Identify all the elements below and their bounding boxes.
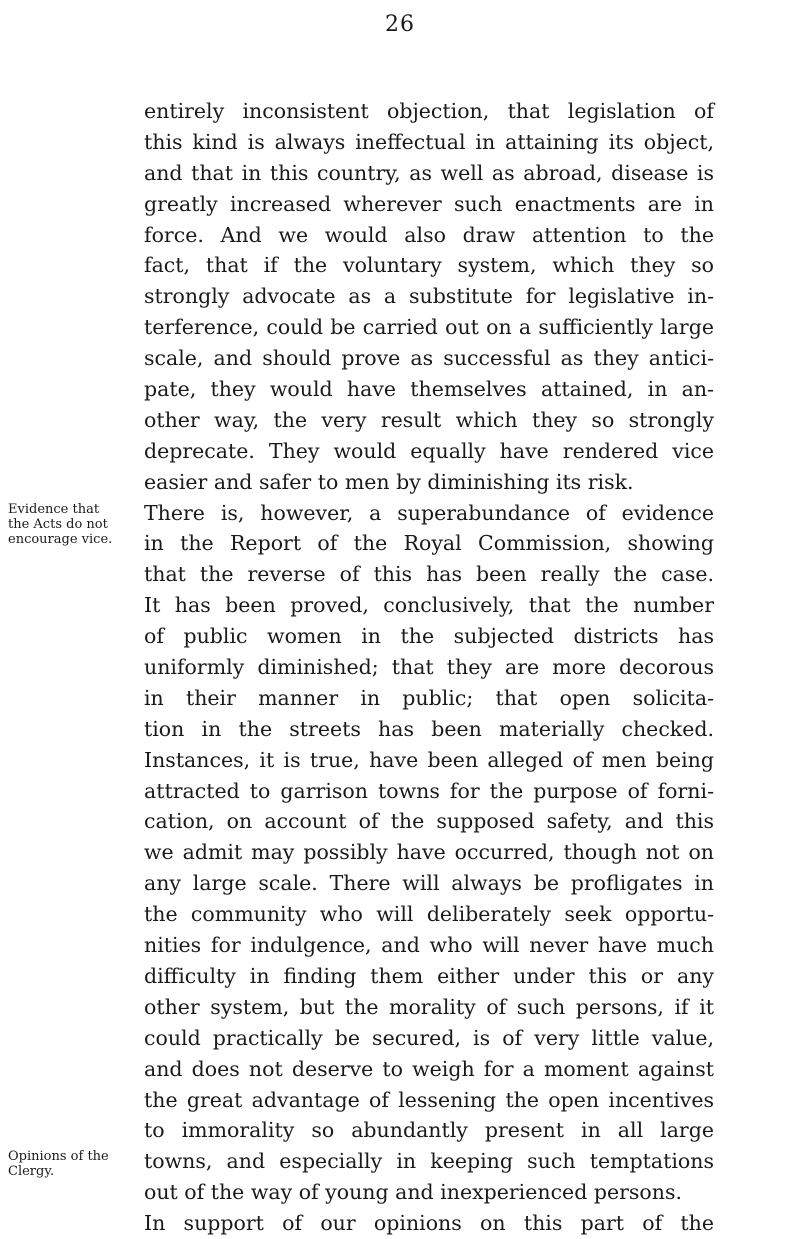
text-line: we admit may possibly have occurred, though not on xyxy=(144,840,714,865)
margin-note-line: the Acts do not xyxy=(8,517,108,532)
text-line: nities for indulgence, and who will never have much xyxy=(144,933,714,958)
text-line: cation, on account of the supposed safety, and this xyxy=(144,809,714,834)
margin-note-clergy xyxy=(8,1149,128,1179)
text-line: easier and safer to men by diminishing its risk. xyxy=(144,469,634,494)
text-line: deprecate. They would equally have rendered vice xyxy=(144,438,714,463)
text-line: pate, they would have themselves attained, in an- xyxy=(144,377,714,402)
text-line: the community who will deliberately seek opportu- xyxy=(144,902,714,927)
text-line: towns, and especially in keeping such temptations xyxy=(144,1149,714,1174)
text-line: could practically be secured, is of very little value, xyxy=(144,1025,714,1050)
text-line: this kind is always ineffectual in attaining its object, xyxy=(144,129,714,154)
text-line: out of the way of young and inexperienced persons. xyxy=(144,1180,682,1205)
text-line: It has been proved, conclusively, that the number xyxy=(144,593,714,618)
text-line: greatly increased wherever such enactments are in xyxy=(144,191,714,216)
text-line: of public women in the subjected districts has xyxy=(144,624,714,649)
text-line: There is, however, a superabundance of evidence xyxy=(144,500,714,525)
text-line: difficulty in finding them either under this or any xyxy=(144,963,714,988)
margin-note-line: Evidence that xyxy=(8,502,100,517)
text-line: fact, that if the voluntary system, which they so xyxy=(144,253,714,278)
text-line: any large scale. There will always be profligates in xyxy=(144,871,714,896)
text-line: attracted to garrison towns for the purpose of forni- xyxy=(144,778,714,803)
text-line: other way, the very result which they so strongly xyxy=(144,407,714,432)
text-line: Instances, it is true, have been alleged of men being xyxy=(144,747,714,772)
text-line: entirely inconsistent objection, that legislation of xyxy=(144,99,714,123)
body-text xyxy=(144,96,714,1239)
text-line: the great advantage of lessening the open incentives xyxy=(144,1087,714,1112)
text-line: tion in the streets has been materially checked. xyxy=(144,716,714,741)
page-number: 26 xyxy=(385,12,415,37)
text-line: in their manner in public; that open solicita- xyxy=(144,685,714,710)
text-line: in the Report of the Royal Commission, showing xyxy=(144,531,714,556)
margin-note-evidence xyxy=(8,502,128,547)
text-line: In support of our opinions on this part of the xyxy=(144,1211,714,1236)
margin-note-line: encourage vice. xyxy=(8,532,113,547)
text-line: other system, but the morality of such persons, if it xyxy=(144,994,714,1019)
text-line: and that in this country, as well as abroad, disease is xyxy=(144,160,714,185)
text-line: strongly advocate as a substitute for legislative in- xyxy=(144,284,714,309)
margin-note-line: Opinions of the xyxy=(8,1149,109,1164)
margin-note-line: Clergy. xyxy=(8,1164,55,1179)
text-line: to immorality so abundantly present in all large xyxy=(144,1118,714,1143)
text-line: scale, and should prove as successful as they antici- xyxy=(144,346,714,371)
text-line: that the reverse of this has been really the case. xyxy=(144,562,714,587)
text-line: force. And we would also draw attention to the xyxy=(144,222,714,247)
text-line: terference, could be carried out on a sufficiently large xyxy=(144,315,714,340)
text-line: and does not deserve to weigh for a moment against xyxy=(144,1056,714,1081)
text-line: uniformly diminished; that they are more decorous xyxy=(144,655,714,680)
